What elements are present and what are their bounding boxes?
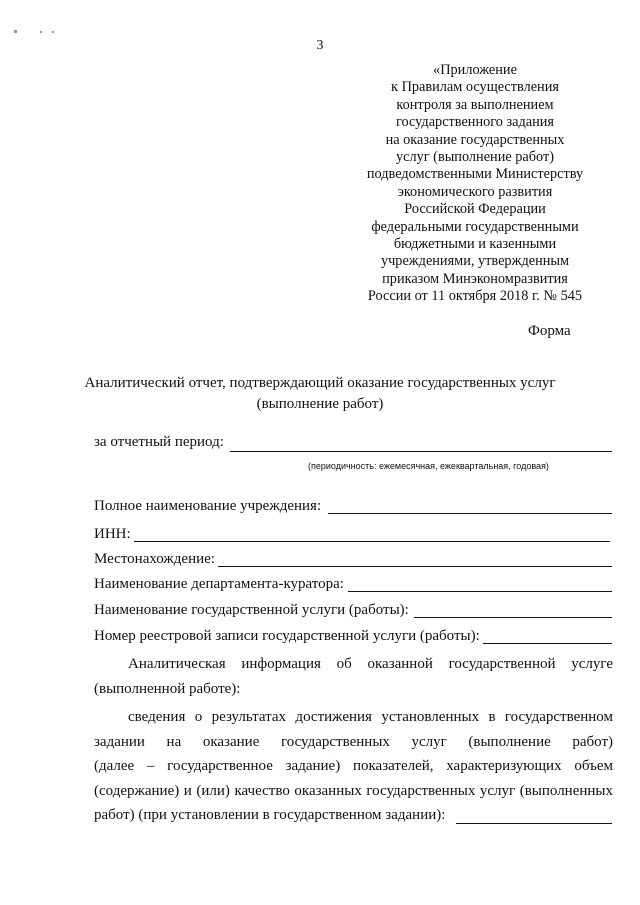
paragraph-text: (выполненной работе): [94, 680, 241, 697]
appendix-line: услуг (выполнение работ) [395, 149, 555, 166]
institution-label: Полное наименование учреждения: [94, 498, 322, 514]
location-field[interactable] [218, 566, 612, 567]
appendix-line: учреждениями, утвержденным [380, 253, 570, 270]
period-label: за отчетный период: [94, 434, 224, 450]
paragraph-text: (содержание) и (или) качество оказанных государственных услуг (выполненных [94, 782, 613, 799]
results-field[interactable] [456, 823, 612, 824]
appendix-line: государственного задания [396, 114, 554, 131]
scan-artifact [14, 30, 17, 33]
appendix-line: «Приложение [433, 62, 517, 78]
scan-artifact [40, 31, 42, 33]
service-label: Наименование государственной услуги (работы): [94, 602, 409, 618]
institution-field[interactable] [328, 513, 612, 514]
appendix-line: бюджетными и казенными [393, 236, 557, 253]
department-field[interactable] [348, 591, 612, 592]
document-title [60, 373, 580, 415]
paragraph-text: работ) (при установлении в государственном задании): [94, 807, 446, 824]
title-line: (выполнение работ) [256, 396, 384, 412]
appendix-line: экономического развития [397, 183, 553, 200]
registry-field[interactable] [483, 643, 612, 644]
appendix-line: контроля за выполнением [396, 96, 554, 113]
appendix-line: федеральными государственными [371, 218, 579, 235]
analytic-paragraph [94, 652, 613, 701]
paragraph-text: сведения о результатах достижения установленных в государственном [128, 709, 613, 725]
appendix-line: России от 11 октября 2018 г. № 545 [367, 288, 583, 305]
paragraph-text: (далее – государственное задание) показателей, характеризующих объем [94, 758, 613, 775]
paragraph-text: задании на оказание государственных услуг (выполнение работ) [94, 733, 613, 750]
inn-field[interactable] [134, 541, 610, 542]
registry-label: Номер реестровой записи государственной услуги (работы): [94, 628, 480, 644]
form-label: Форма [528, 323, 571, 339]
inn-label: ИНН: [94, 526, 131, 542]
appendix-line: на оказание государственных [385, 131, 565, 148]
location-label: Местонахождение: [94, 551, 215, 567]
appendix-line: к Правилам осуществления [391, 79, 559, 96]
appendix-line: Российской Федерации [404, 201, 546, 218]
page-number: 3 [316, 38, 324, 53]
period-field[interactable] [230, 451, 612, 452]
appendix-line: подведомственными Министерству [366, 166, 584, 183]
period-hint: (периодичность: ежемесячная, ежеквартальная, годовая) [308, 461, 549, 471]
paragraph-text: Аналитическая информация об оказанной государственной услуге [128, 656, 613, 672]
results-paragraph [94, 705, 613, 828]
department-label: Наименование департамента-куратора: [94, 576, 344, 592]
service-field[interactable] [414, 617, 612, 618]
title-line: Аналитический отчет, подтверждающий оказание государственных услуг [84, 375, 556, 391]
appendix-block [350, 62, 600, 306]
appendix-line: приказом Минэкономразвития [382, 270, 568, 287]
scan-artifact [52, 31, 54, 33]
